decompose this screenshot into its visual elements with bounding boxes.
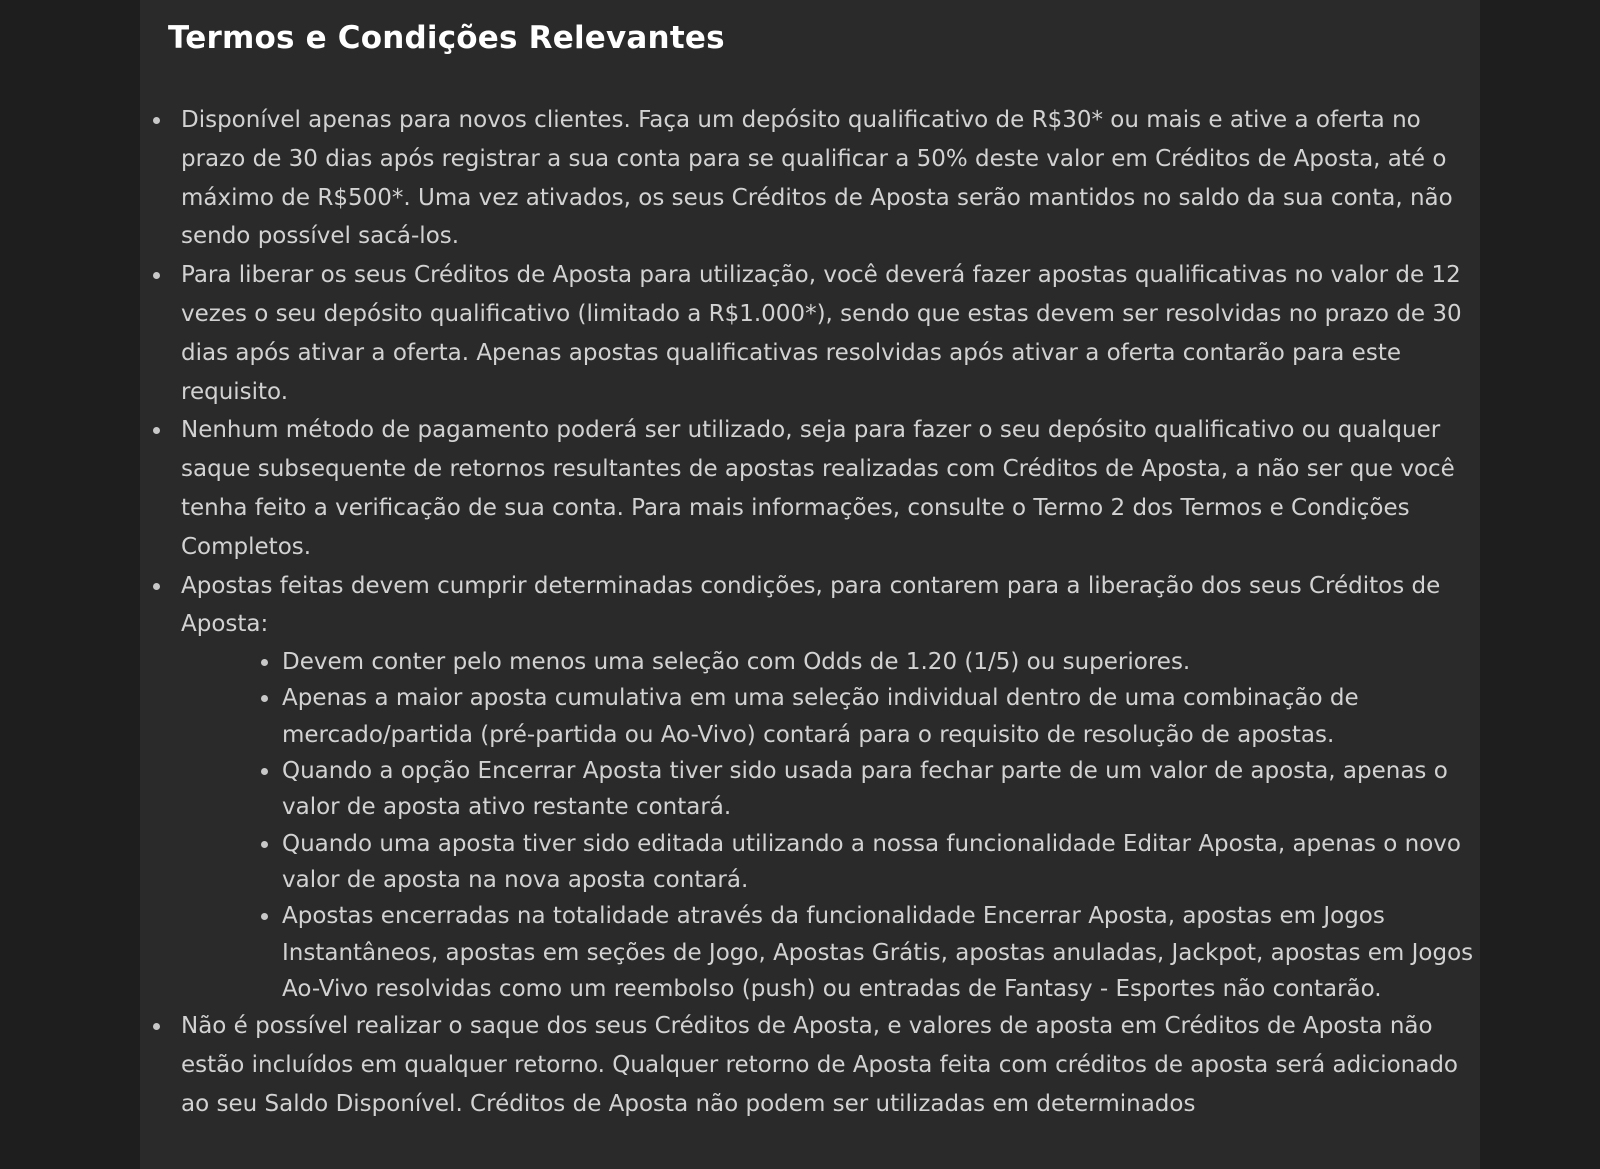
terms-item-text: Para liberar os seus Créditos de Aposta para utilização, você deverá fazer apostas qualificativas no valor de 12 vezes o seu depósito qualificativo (limitado a R$1.000*), sendo que estas devem ser resolvidas no prazo de 30 dias após ativar a oferta. Apenas apostas qualificativas resolvidas após ativar a oferta contarão para este requisito. bbox=[181, 262, 1462, 405]
terms-subitem-text: Apenas a maior aposta cumulativa em uma seleção individual dentro de uma combinação de mercado/partida (pré-partida ou Ao-Vivo) contará para o requisito de resolução de apostas. bbox=[282, 685, 1359, 748]
terms-item-text: Disponível apenas para novos clientes. Faça um depósito qualificativo de R$30* ou mais e ative a oferta no prazo de 30 dias após registrar a sua conta para se qualificar a 50% deste valor em Créditos de Aposta, até o máximo de R$500*. Uma vez ativados, os seus Créditos de Aposta serão mantidos no saldo da sua conta, não sendo possível sacá-los. bbox=[181, 107, 1453, 250]
terms-subitem bbox=[282, 753, 1478, 826]
terms-item bbox=[181, 1007, 1480, 1123]
terms-item bbox=[181, 256, 1480, 411]
terms-item bbox=[181, 411, 1480, 566]
terms-subitem bbox=[282, 826, 1478, 899]
terms-subitem-text: Apostas encerradas na totalidade através da funcionalidade Encerrar Aposta, apostas em Jogos Instantâneos, apostas em seções de Jogo, Apostas Grátis, apostas anuladas, Jackpot, apostas em Jogos Ao-Vivo resolvidas como um reembolso (push) ou entradas de Fantasy - Esportes não contarão. bbox=[282, 903, 1474, 1002]
terms-item bbox=[181, 567, 1480, 1008]
terms-subitem-text: Quando uma aposta tiver sido editada utilizando a nossa funcionalidade Editar Aposta, apenas o novo valor de aposta na nova aposta contará. bbox=[282, 830, 1461, 893]
terms-subitem bbox=[282, 898, 1478, 1007]
section-heading: Termos e Condições Relevantes bbox=[168, 20, 725, 56]
terms-subitem-text: Devem conter pelo menos uma seleção com Odds de 1.20 (1/5) ou superiores. bbox=[282, 649, 1191, 676]
terms-subitem-text: Quando a opção Encerrar Aposta tiver sido usada para fechar parte de um valor de aposta, apenas o valor de aposta ativo restante contará. bbox=[282, 758, 1448, 821]
terms-subitem bbox=[282, 680, 1478, 753]
terms-item-text: Nenhum método de pagamento poderá ser utilizado, seja para fazer o seu depósito qualificativo ou qualquer saque subsequente de retornos resultantes de apostas realizadas com Créditos de Aposta, a não ser que você tenha feito a verificação de sua conta. Para mais informações, consulte o Termo 2 dos Termos e Condições Completos. bbox=[181, 417, 1455, 560]
terms-panel bbox=[140, 0, 1480, 1169]
terms-item-text: Não é possível realizar o saque dos seus Créditos de Aposta, e valores de aposta em Créditos de Aposta não estão incluídos em qualquer retorno. Qualquer retorno de Aposta feita com créditos de aposta será adicionado ao seu Saldo Disponível. Créditos de Aposta não podem ser utilizadas em determinados bbox=[181, 1013, 1459, 1117]
terms-sublist bbox=[181, 644, 1480, 1007]
terms-subitem bbox=[282, 644, 1478, 680]
terms-item-text: Apostas feitas devem cumprir determinadas condições, para contarem para a liberação dos seus Créditos de Aposta: bbox=[181, 572, 1441, 638]
terms-list bbox=[140, 101, 1480, 1124]
terms-item bbox=[181, 101, 1480, 256]
